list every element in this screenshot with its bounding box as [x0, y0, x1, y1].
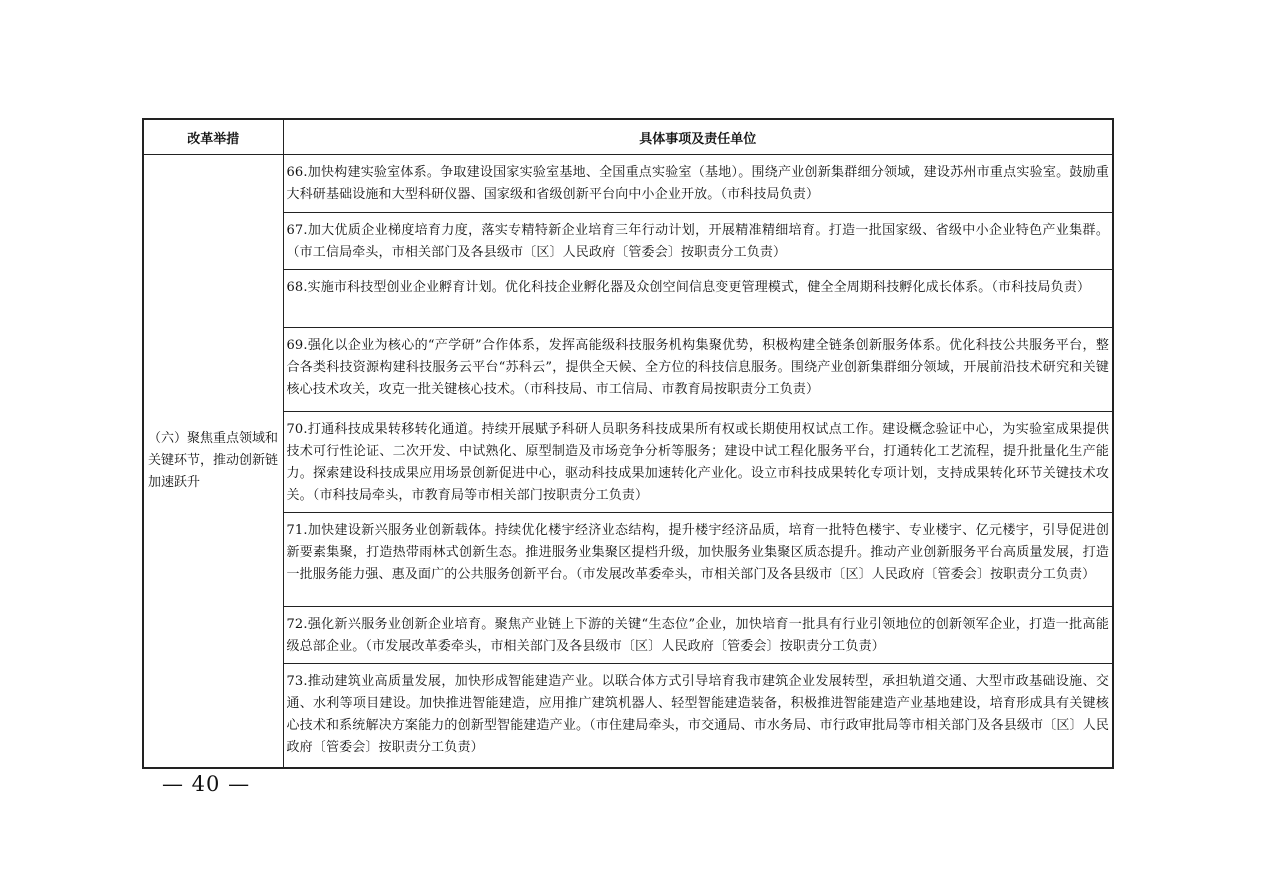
table-row	[143, 155, 1113, 213]
reform-measures-table	[142, 118, 1114, 769]
item-71: 71.加快建设新兴服务业创新载体。持续优化楼宇经济业态结构，提升楼宇经济品质，培育一批特色楼宇、专业楼宇、亿元楼宇，引导促进创新要素集聚，打造热带雨林式创新生态。推进服务业集聚区提档升级，加快服务业集聚区质态提升。推动产业创新服务平台高质量发展，打造一批服务能力强、惠及面广的公共服务创新平台。（市发展改革委牵头，市相关部门及各县级市〔区〕人民政府〔管委会〕按职责分工负责）	[283, 513, 1113, 607]
table-header-row	[143, 119, 1113, 155]
header-measure: 改革举措	[143, 119, 283, 155]
table-row	[143, 328, 1113, 412]
table-row	[143, 607, 1113, 664]
table-row	[143, 412, 1113, 513]
item-68: 68.实施市科技型创业企业孵育计划。优化科技企业孵化器及众创空间信息变更管理模式，健全全周期科技孵化成长体系。（市科技局负责）	[283, 270, 1113, 328]
reform-measure-cell: （六）聚焦重点领域和关键环节，推动创新链加速跃升	[143, 155, 283, 768]
table-row	[143, 270, 1113, 328]
item-70: 70.打通科技成果转移转化通道。持续开展赋予科研人员职务科技成果所有权或长期使用权试点工作。建设概念验证中心，为实验室成果提供技术可行性论证、二次开发、中试熟化、原型制造及市场竞争分析等服务；建设中试工程化服务平台，打通转化工艺流程，提升批量化生产能力。探索建设科技成果应用场景创新促进中心，驱动科技成果加速转化产业化。设立市科技成果转化专项计划，支持成果转化环节关键技术攻关。（市科技局牵头，市教育局等市相关部门按职责分工负责）	[283, 412, 1113, 513]
table-row	[143, 664, 1113, 768]
table-row	[143, 513, 1113, 607]
page-number: — 40 —	[162, 772, 251, 796]
item-67: 67.加大优质企业梯度培育力度，落实专精特新企业培育三年行动计划，开展精准精细培育。打造一批国家级、省级中小企业特色产业集群。（市工信局牵头，市相关部门及各县级市〔区〕人民政府〔管委会〕按职责分工负责）	[283, 213, 1113, 270]
header-detail: 具体事项及责任单位	[283, 119, 1113, 155]
item-66: 66.加快构建实验室体系。争取建设国家实验室基地、全国重点实验室（基地）。围绕产业创新集群细分领域，建设苏州市重点实验室。鼓励重大科研基础设施和大型科研仪器、国家级和省级创新平台向中小企业开放。（市科技局负责）	[283, 155, 1113, 213]
item-69: 69.强化以企业为核心的“产学研”合作体系，发挥高能级科技服务机构集聚优势，积极构建全链条创新服务体系。优化科技公共服务平台，整合各类科技资源构建科技服务云平台“苏科云”，提供全天候、全方位的科技信息服务。围绕产业创新集群细分领域，开展前沿技术研究和关键核心技术攻关，攻克一批关键核心技术。（市科技局、市工信局、市教育局按职责分工负责）	[283, 328, 1113, 412]
item-73: 73.推动建筑业高质量发展，加快形成智能建造产业。以联合体方式引导培育我市建筑企业发展转型，承担轨道交通、大型市政基础设施、交通、水利等项目建设。加快推进智能建造，应用推广建筑机器人、轻型智能建造装备，积极推进智能建造产业基地建设，培育形成具有关键核心技术和系统解决方案能力的创新型智能建造产业。（市住建局牵头，市交通局、市水务局、市行政审批局等市相关部门及各县级市〔区〕人民政府〔管委会〕按职责分工负责）	[283, 664, 1113, 768]
item-72: 72.强化新兴服务业创新企业培育。聚焦产业链上下游的关键“生态位”企业，加快培育一批具有行业引领地位的创新领军企业，打造一批高能级总部企业。（市发展改革委牵头，市相关部门及各县级市〔区〕人民政府〔管委会〕按职责分工负责）	[283, 607, 1113, 664]
table-row	[143, 213, 1113, 270]
